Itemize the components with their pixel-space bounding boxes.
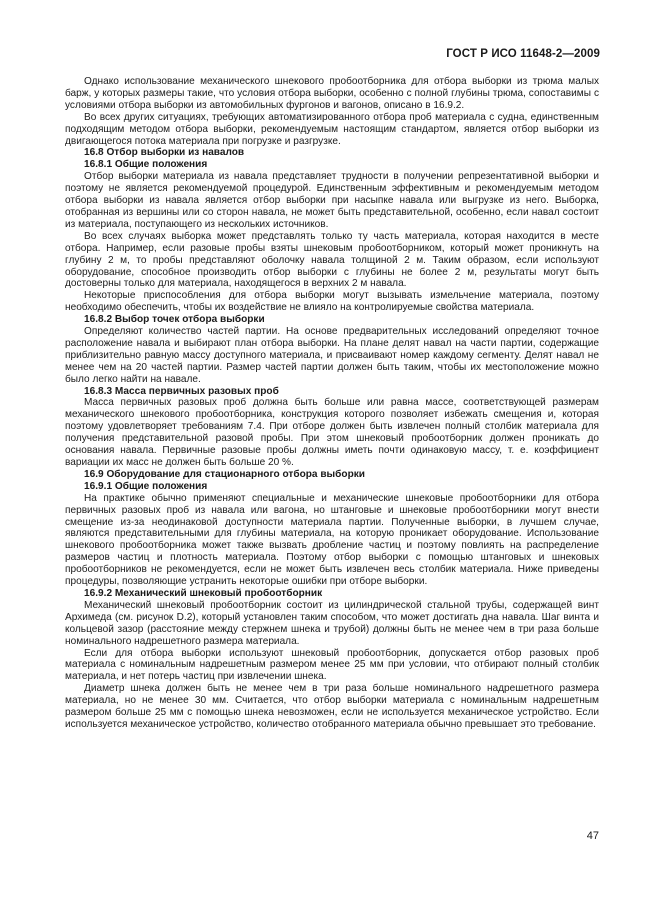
paragraph: Однако использование механического шнекового пробоотборника для отбора выборки из трюма малых барж, у которых размеры такие, что условия отбора выборки, особенно с полной глубины трюма, сопоставимы с условиями отбора выборки из автомобильных фургонов и вагонов, описано в 16.9.2.: [65, 76, 599, 111]
subsection-heading: 16.8.2 Выбор точек отбора выборки: [84, 314, 265, 326]
subsection-heading: 16.9.2 Механический шнековый пробоотборник: [84, 587, 323, 599]
section-heading: 16.9 Оборудование для стационарного отбора выборки: [84, 468, 366, 480]
paragraph: Если для отбора выборки используют шнековый пробоотборник, допускается отбор разовых проб материала с номинальным надрешетным размером менее 25 мм при условии, что отбирают полный столбик материала, и нет потерь частиц при извлечении шнека.: [65, 647, 599, 683]
paragraph: Масса первичных разовых проб должна быть больше или равна массе, соответствующей размерам механического шнекового пробоотборника, конструкция которого позволяет избежать смещения и, которая поэтому удовлетворяет требованиям 7.4. При отборе должен быть извлечен полный столбик материала для получения представительной разовой пробы. При этом шнековый пробоотборник должен проникать до основания навала. Первичные разовые пробы должны иметь почти одинаковую массу, т. е. коэффициент вариации их масс не должен быть больше 20 %.: [65, 397, 599, 468]
paragraph: Во всех других ситуациях, требующих автоматизированного отбора проб материала с судна, единственным подходящим методом отбора выборки, рекомендуемым настоящим стандартом, является отбор выборки из двигающегося потока материала при погрузке и разгрузке.: [65, 111, 599, 147]
paragraph: Во всех случаях выборка может представлять только ту часть материала, которая находится в месте отбора. Например, если разовые пробы взяты шнековым пробоотборником, который может проникнуть на глубину 2 м, то пробы представляют оболочку навала толщиной 2 м. Таким образом, если используют оборудование, способное производить отбор выборки с глубины не более 2 м, результаты могут быть достоверны только для материала, находящегося в верхних 2 м навала.: [65, 230, 599, 290]
paragraph: Диаметр шнека должен быть не менее чем в три раза больше номинального надрешетного размера материала, но не менее 30 мм. Считается, что отбор выборки материала с номинальным надрешетным размером больше 25 мм с помощью шнека невозможен, если не используется механическое устройство. Если используется механическое устройство, количество отобранного материала обычно превышает это требование.: [65, 683, 599, 730]
paragraph: Механический шнековый пробоотборник состоит из цилиндрической стальной трубы, содержащей винт Архимеда (см. рисунок D.2), который установлен таким способом, что может достигать дна навала. Шаг винта и кольцевой зазор (расстояние между стержнем шнека и трубой) должны быть не менее чем в три раза больше номинального надрешетного размера материала.: [65, 599, 599, 647]
section-heading: 16.8 Отбор выборки из навалов: [84, 147, 245, 159]
subsection-heading: 16.9.1 Общие положения: [84, 480, 208, 492]
page-number: 47: [586, 830, 599, 842]
standard-designation: ГОСТ Р ИСО 11648-2—2009: [446, 48, 600, 60]
paragraph: Некоторые приспособления для отбора выборки могут вызывать измельчение материала, поэтому необходимо обеспечить, чтобы их воздействие не влияло на контролируемые свойства материала.: [65, 290, 599, 314]
paragraph: Определяют количество частей партии. На основе предварительных исследований определяют точное расположение навала и выбирают план отбора выборки. На плане делят навал на части партии, содержащие приблизительно равную массу доступного материала, и присваивают номер каждому сегменту. Делят навал не менее чем на 20 частей партии. Размер частей партии должен быть таким, чтобы их местоположение можно было легко найти на навале.: [65, 326, 599, 385]
subsection-heading: 16.8.3 Масса первичных разовых проб: [84, 385, 279, 397]
subsection-heading: 16.8.1 Общие положения: [84, 159, 208, 171]
paragraph: На практике обычно применяют специальные и механические шнековые пробоотборники для отбора первичных разовых проб из навала или вагона, но штанговые и шнековые пробоотборники могут внести смещение из-за неодинаковой доступности материала партии. Полученные выборки, в лучшем случае, являются представительными для глубины материала, на которую проникает оборудование. Использование шнекового пробоотборника может также вызвать дробление частиц и поэтому повлиять на распределение размеров частиц и плотность материала. Поэтому отбор выборки с помощью штанговых и шнековых пробоотборников не рекомендуется, если не может быть извлечен весь столбик материала. Ниже приведены процедуры, позволяющие устранить некоторые ошибки при отборе выборки.: [65, 492, 599, 588]
page-body: [65, 76, 599, 731]
paragraph: Отбор выборки материала из навала представляет трудности в получении репрезентативной выборки и поэтому не является рекомендуемой процедурой. Единственным эффективным и рекомендуемым методом отбора выборки из навала является отбор выборки при насыпке навала или выгрузке из него. Выборка, отобранная из вершины или со сторон навала, не может быть представительной, особенно, если навал состоит из материала, поступающего из нескольких источников.: [65, 171, 599, 230]
